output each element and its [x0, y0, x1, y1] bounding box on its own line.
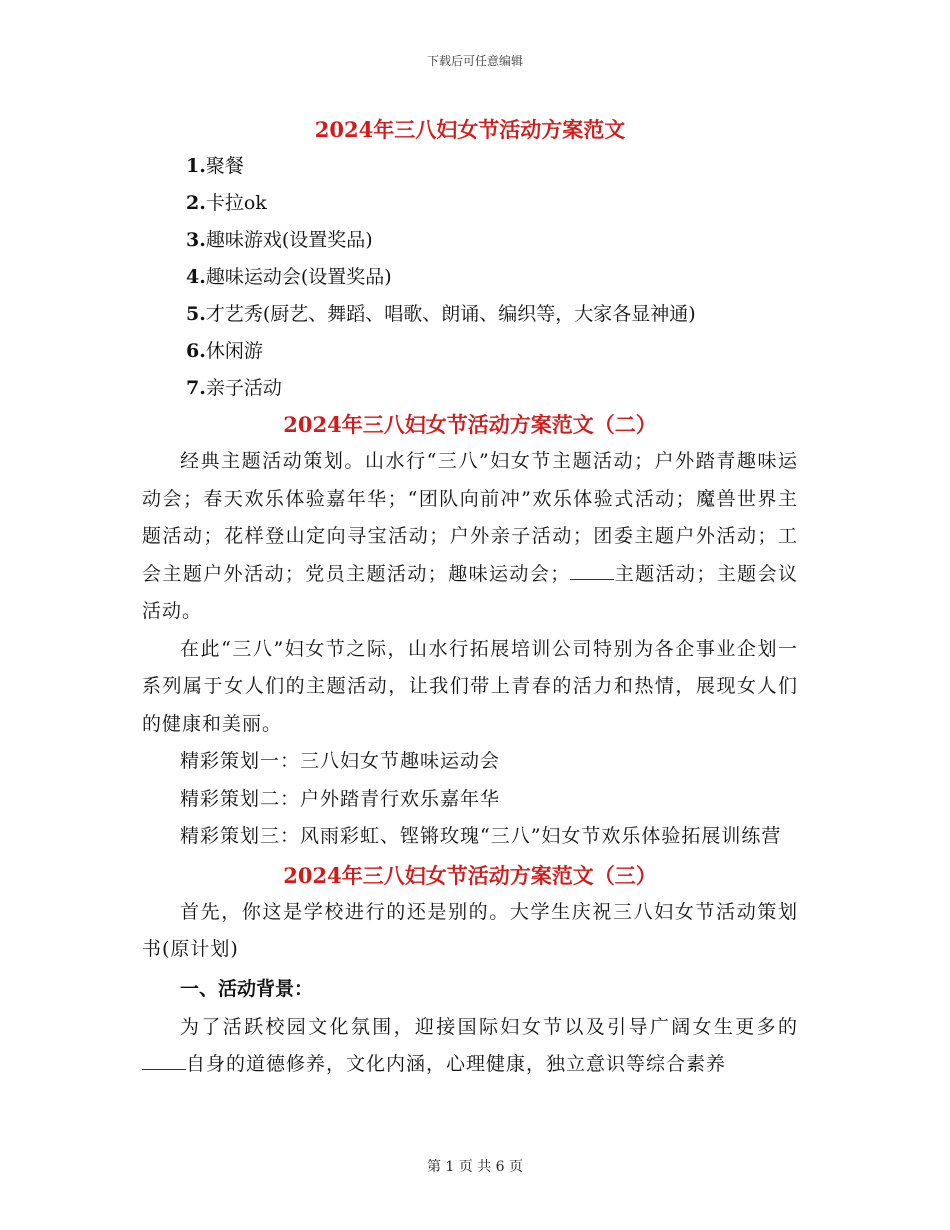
section3-paragraph: 首先，你这是学校进行的还是别的。大学生庆祝三八妇女节活动策划书(原计划) — [142, 900, 798, 960]
section3-title: 2024年三八妇女节活动方案范文（三） — [283, 862, 657, 888]
activity-list — [142, 148, 798, 407]
page-footer: 第 1 页 共 6 页 — [426, 1159, 524, 1175]
list-item: 6.休闲游 — [186, 340, 263, 362]
section3-heading: 一、活动背景： — [180, 977, 314, 1000]
list-item: 4.趣味运动会(设置奖品) — [186, 266, 392, 288]
document-body — [142, 112, 798, 1084]
header-note: 下载后可任意编辑 — [426, 54, 523, 68]
section2-paragraph: 精彩策划一：三八妇女节趣味运动会 — [180, 750, 501, 772]
list-item: 3.趣味游戏(设置奖品) — [186, 229, 373, 251]
section2-paragraph: 精彩策划三：风雨彩虹、铿锵玫瑰“三八”妇女节欢乐体验拓展训练营 — [180, 825, 782, 847]
fill-blank — [142, 1053, 186, 1070]
section1-title: 2024年三八妇女节活动方案范文 — [314, 117, 626, 142]
section3-paragraph: 为了活跃校园文化氛围，迎接国际妇女节以及引导广阔女生更多的自身的道德修养，文化内涵，心理健康，独立意识等综合素养 — [142, 1009, 798, 1084]
section2-paragraph: 精彩策划二：户外踏青行欢乐嘉年华 — [180, 787, 501, 810]
section2-paragraph: 经典主题活动策划。山水行“三八”妇女节主题活动；户外踏青趣味运动会；春天欢乐体验嘉年华；“团队向前冲”欢乐体验式活动；魔兽世界主题活动；花样登山定向寻宝活动；户外亲子活动；团委主题户外活动；工会主题户外活动；党员主题活动；趣味运动会； 主题活动；主题会议活动。 — [142, 450, 798, 622]
section2-title: 2024年三八妇女节活动方案范文（二） — [283, 412, 657, 437]
list-item: 2.卡拉ok — [186, 192, 267, 214]
list-item: 5.才艺秀(厨艺、舞蹈、唱歌、朗诵、编织等，大家各显神通) — [186, 303, 696, 325]
list-item: 1.聚餐 — [186, 155, 244, 177]
fill-blank — [570, 563, 614, 580]
section2-paragraph: 在此“三八”妇女节之际，山水行拓展培训公司特别为各企事业企划一系列属于女人们的主题活动，让我们带上青春的活力和热情，展现女人们的健康和美丽。 — [142, 637, 798, 735]
list-item: 7.亲子活动 — [186, 377, 282, 399]
